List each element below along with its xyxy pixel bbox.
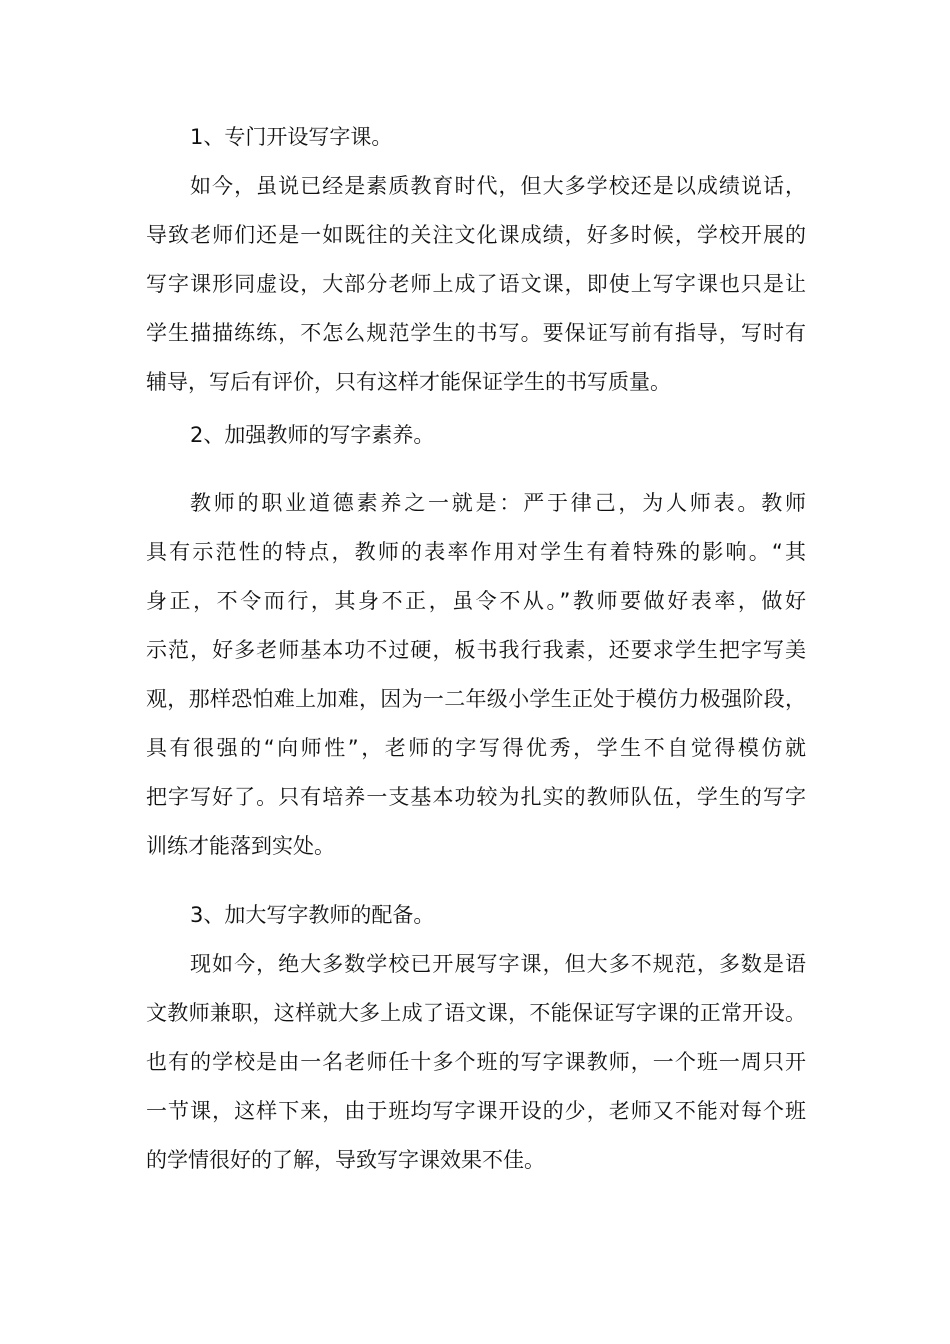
paragraph-line: 辅导，写后有评价，只有这样才能保证学生的书写质量。: [146, 370, 671, 394]
paragraph: [146, 162, 806, 407]
paragraph-line: 具有示范性的特点，教师的表率作用对学生有着特殊的影响。“其: [146, 540, 806, 564]
paragraph-line: 示范，好多老师基本功不过硬，板书我行我素，还要求学生把字写美: [146, 638, 806, 662]
paragraph-line: 文教师兼职，这样就大多上成了语文课，不能保证写字课的正常开设。: [146, 1001, 806, 1025]
paragraph-line: 学生描描练练，不怎么规范学生的书写。要保证写前有指导，写时有: [146, 321, 806, 345]
paragraph-line: 具有很强的“向师性”，老师的字写得优秀，学生不自觉得模仿就: [146, 736, 806, 760]
paragraph-line: 教师的职业道德素养之一就是：严于律己，为人师表。教师: [190, 491, 806, 515]
section-heading: 3、加大写字教师的配备。: [190, 903, 435, 927]
paragraph: [146, 940, 806, 1185]
paragraph-line: 一节课，这样下来，由于班均写字课开设的少，老师又不能对每个班: [146, 1099, 806, 1123]
paragraph-line: 现如今，绝大多数学校已开展写字课，但大多不规范，多数是语: [190, 952, 806, 976]
paragraph-line: 观，那样恐怕难上加难，因为一二年级小学生正处于模仿力极强阶段，: [146, 687, 806, 711]
paragraph-line: 如今，虽说已经是素质教育时代，但大多学校还是以成绩说话，: [190, 174, 806, 198]
paragraph-line: 导致老师们还是一如既往的关注文化课成绩，好多时候，学校开展的: [146, 223, 806, 247]
section-heading: 1、专门开设写字课。: [190, 125, 393, 149]
paragraph-line: 身正，不令而行，其身不正，虽令不从。”教师要做好表率，做好: [146, 589, 806, 613]
paragraph-line: 训练才能落到实处。: [146, 834, 335, 858]
paragraph-line: 也有的学校是由一名老师任十多个班的写字课教师，一个班一周只开: [146, 1050, 806, 1074]
paragraph-line: 把字写好了。只有培养一支基本功较为扎实的教师队伍，学生的写字: [146, 785, 806, 809]
paragraph: [146, 479, 806, 871]
section-heading: 2、加强教师的写字素养。: [190, 423, 435, 447]
paragraph-line: 的学情很好的了解，导致写字课效果不佳。: [146, 1148, 545, 1172]
paragraph-line: 写字课形同虚设，大部分老师上成了语文课，即使上写字课也只是让: [146, 272, 806, 296]
